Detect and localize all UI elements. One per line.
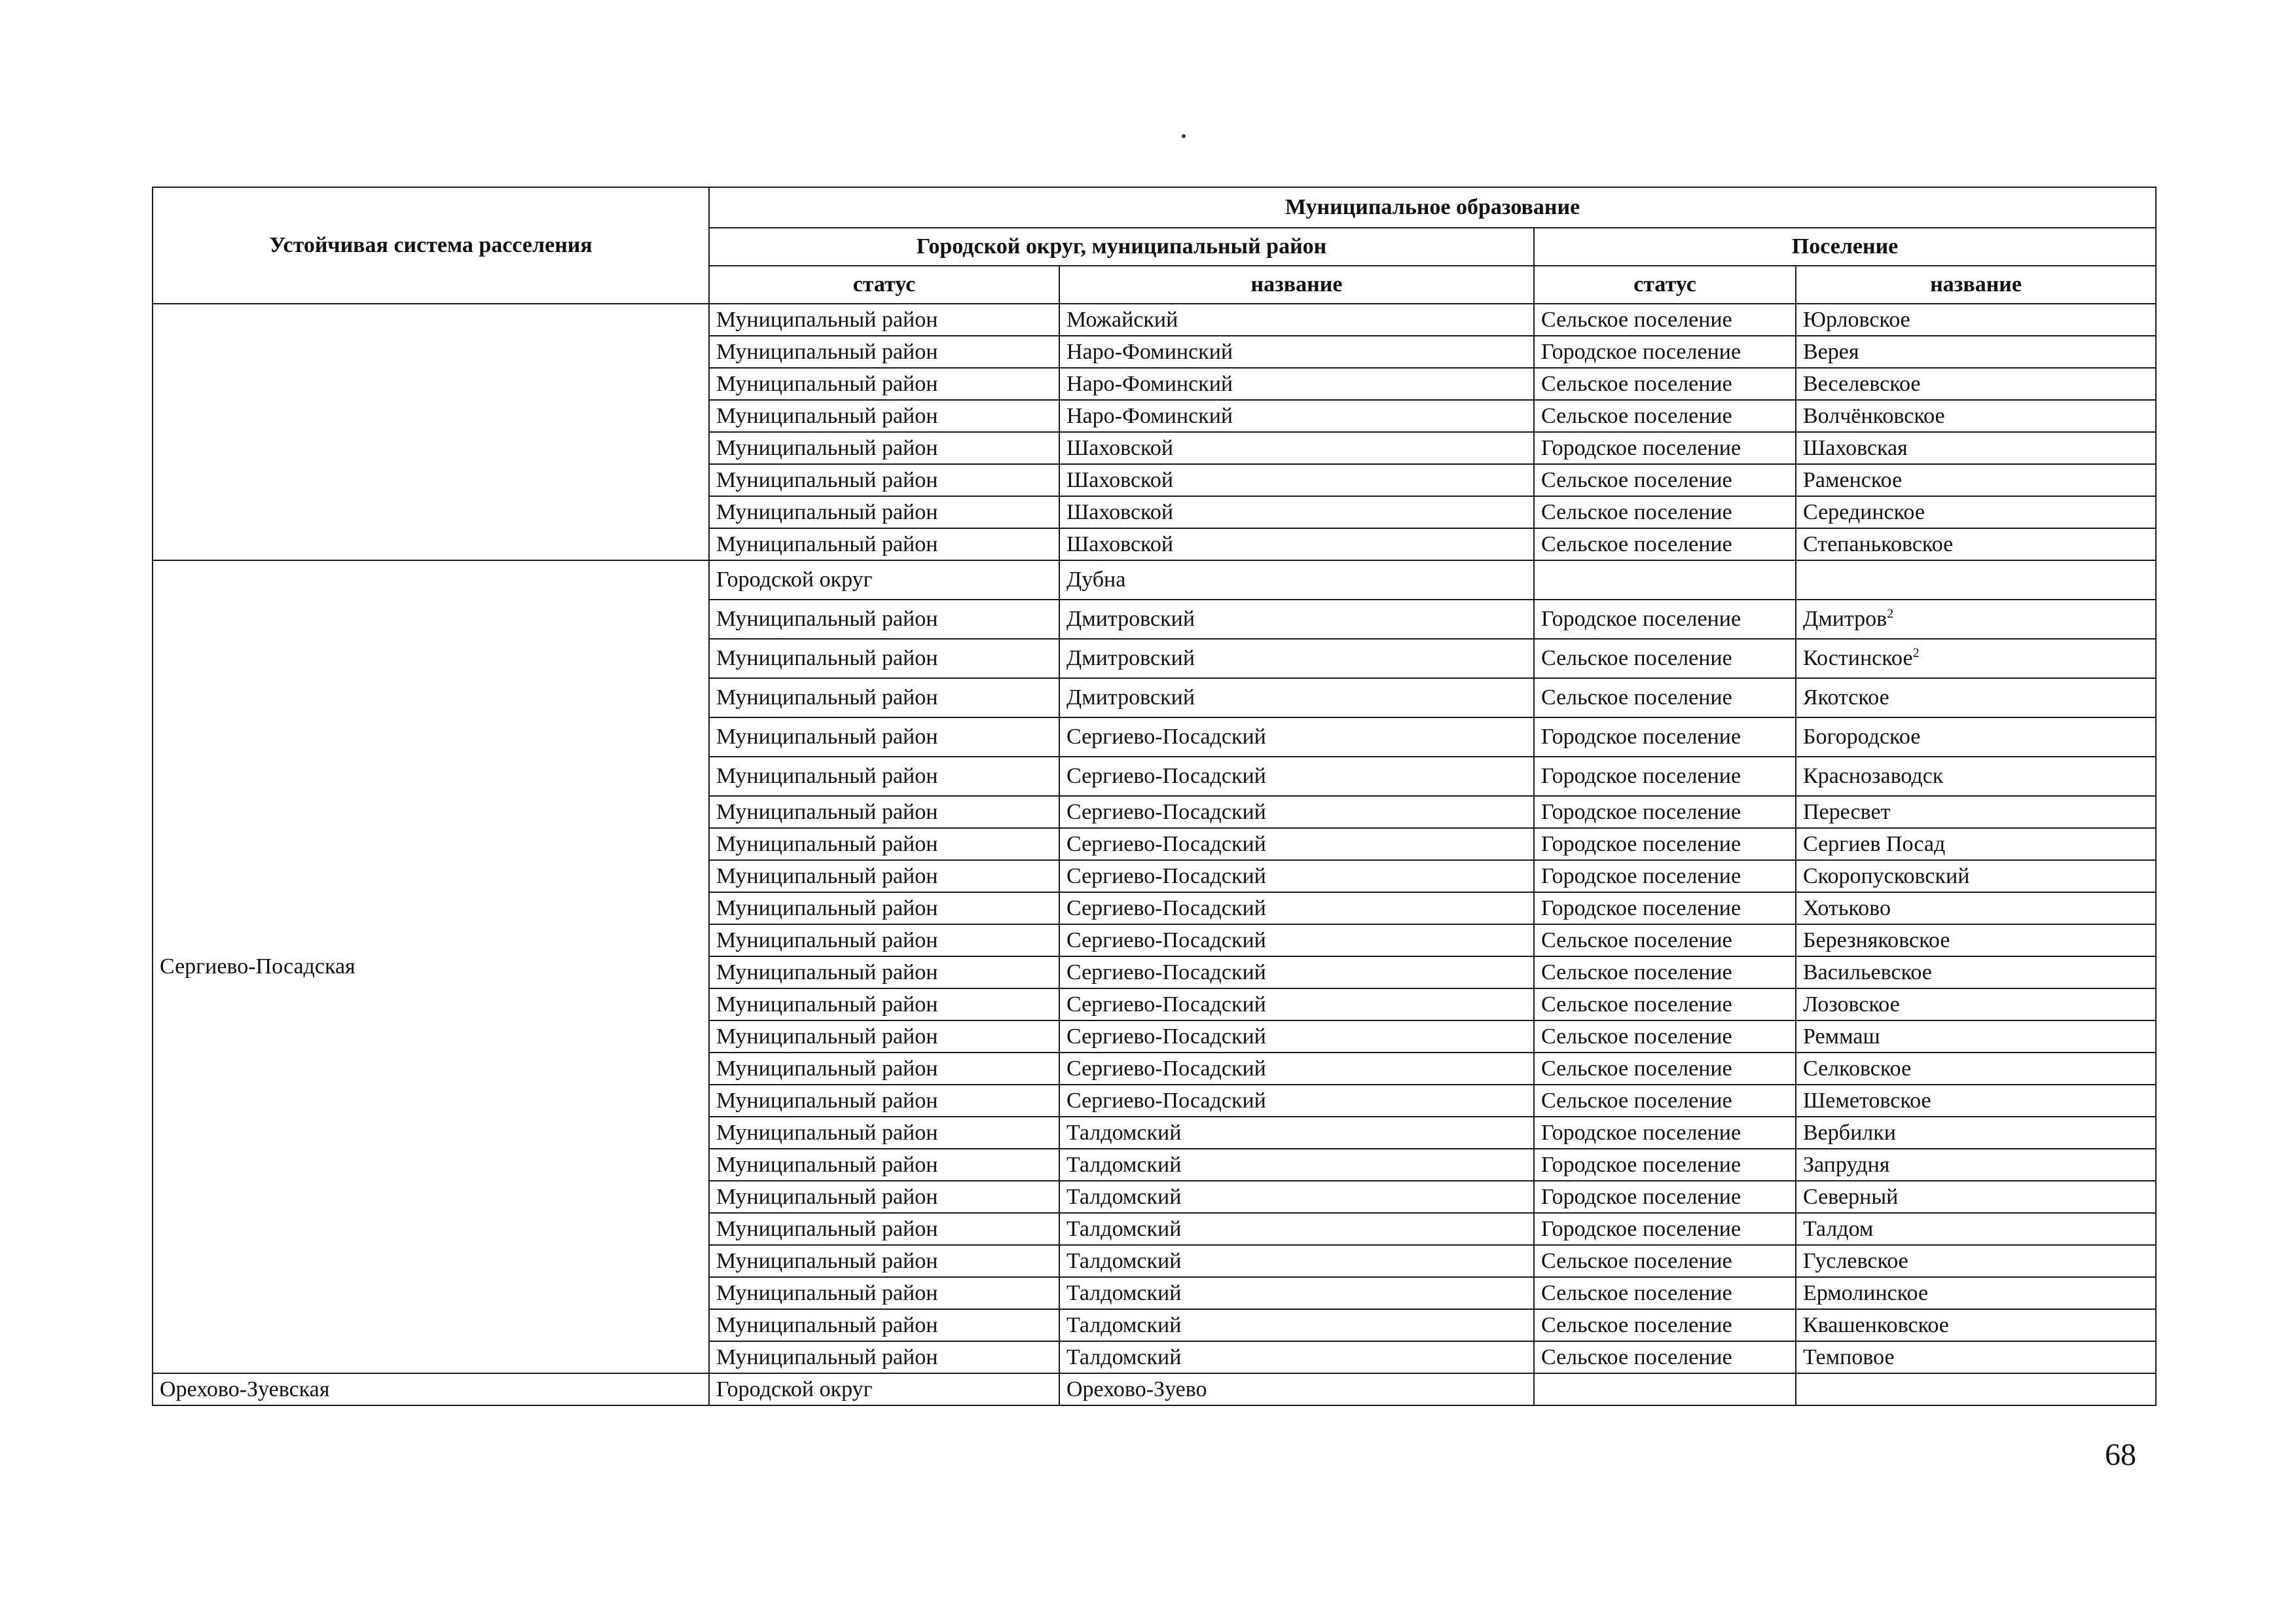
s-status-cell [1534,717,1796,757]
d-status-text: Муниципальный район [716,307,938,332]
s-status-text: Сельское поселение [1541,1056,1732,1081]
s-status-cell [1534,678,1796,717]
s-name-text: Квашенковское [1803,1312,1949,1337]
d-name-text: Сергиево-Посадский [1066,831,1266,856]
d-name-cell [1059,988,1534,1020]
d-name-cell [1059,956,1534,988]
s-name-text: Серединское [1803,499,1925,524]
footnote-mark: 2 [1887,606,1894,621]
d-name-cell [1059,678,1534,717]
d-status-text: Муниципальный район [716,1120,938,1145]
header-settlement-group: Поселение [1534,228,2156,266]
s-status-text: Городское поселение [1541,799,1741,824]
d-name-text: Сергиево-Посадский [1066,895,1266,920]
s-status-text: Сельское поселение [1541,646,1732,671]
s-name-text: Селковское [1803,1056,1912,1081]
s-name-cell [1796,1020,2156,1053]
d-name-text: Талдомский [1066,1248,1182,1273]
d-name-cell [1059,1309,1534,1341]
d-name-text: Шаховской [1066,435,1174,460]
d-status-cell [709,400,1059,432]
d-name-cell [1059,1181,1534,1213]
d-status-cell [709,1053,1059,1085]
s-name-text: Раменское [1803,467,1903,492]
s-name-text: Скоропусковский [1803,863,1970,888]
d-status-text: Муниципальный район [716,895,938,920]
s-status-text: Городское поселение [1541,435,1741,460]
d-name-cell [1059,600,1534,639]
s-status-text: Городское поселение [1541,831,1741,856]
s-status-cell [1534,924,1796,956]
s-status-cell [1534,600,1796,639]
s-status-cell [1534,528,1796,560]
d-status-cell [709,1373,1059,1405]
s-name-cell [1796,496,2156,528]
s-name-text: Костинское [1803,646,1913,671]
s-name-text: Якотское [1803,685,1889,710]
settlement-table [152,187,2157,1406]
d-status-text: Муниципальный район [716,1152,938,1177]
d-name-cell [1059,1245,1534,1277]
s-status-cell [1534,1373,1796,1405]
s-status-cell [1534,1245,1796,1277]
s-status-text: Сельское поселение [1541,371,1732,396]
d-name-text: Талдомский [1066,1152,1182,1177]
s-status-cell [1534,639,1796,678]
s-name-text: Шеметовское [1803,1088,1931,1113]
d-status-cell [709,432,1059,464]
s-name-text: Гуслевское [1803,1248,1908,1273]
header-municipal: Муниципальное образование [709,187,2156,228]
s-status-text: Сельское поселение [1541,992,1732,1017]
table-body [153,304,2156,1405]
d-status-cell [709,757,1059,796]
s-status-cell [1534,757,1796,796]
d-name-text: Дмитровский [1066,607,1195,632]
s-status-text: Сельское поселение [1541,499,1732,524]
d-name-text: Талдомский [1066,1120,1182,1145]
d-name-text: Сергиево-Посадский [1066,928,1266,952]
s-name-cell [1796,956,2156,988]
d-name-cell [1059,400,1534,432]
d-name-cell [1059,560,1534,600]
s-name-cell [1796,528,2156,560]
s-status-text: Сельское поселение [1541,1280,1732,1305]
s-name-text: Ермолинское [1803,1280,1929,1305]
d-status-cell [709,956,1059,988]
s-status-cell [1534,860,1796,892]
s-status-cell [1534,1341,1796,1373]
s-status-text: Городское поселение [1541,895,1741,920]
d-status-cell [709,860,1059,892]
s-name-cell [1796,304,2156,336]
s-status-cell [1534,1277,1796,1309]
d-status-text: Муниципальный район [716,1088,938,1113]
d-status-text: Муниципальный район [716,371,938,396]
s-status-text: Сельское поселение [1541,1344,1732,1369]
d-status-cell [709,528,1059,560]
s-status-text: Сельское поселение [1541,928,1732,952]
d-status-text: Муниципальный район [716,1024,938,1049]
d-status-text: Муниципальный район [716,799,938,824]
s-name-cell [1796,1149,2156,1181]
d-name-text: Талдомский [1066,1344,1182,1369]
d-status-text: Муниципальный район [716,831,938,856]
stray-dot [1182,134,1186,138]
d-status-cell [709,828,1059,860]
s-name-cell [1796,1373,2156,1405]
d-status-text: Городской округ [716,568,873,592]
d-status-cell [709,892,1059,924]
d-name-text: Сергиево-Посадский [1066,1056,1266,1081]
d-status-text: Муниципальный район [716,1184,938,1209]
d-name-cell [1059,464,1534,496]
d-name-text: Сергиево-Посадский [1066,960,1266,984]
s-name-text: Дмитров [1803,607,1887,632]
s-status-cell [1534,988,1796,1020]
s-name-text: Васильевское [1803,960,1932,984]
d-name-cell [1059,1373,1534,1405]
d-name-cell [1059,336,1534,368]
s-status-cell [1534,560,1796,600]
s-name-cell [1796,400,2156,432]
d-status-cell [709,304,1059,336]
d-status-cell [709,1117,1059,1149]
s-name-cell [1796,368,2156,400]
d-status-text: Муниципальный район [716,1056,938,1081]
d-name-text: Сергиево-Посадский [1066,799,1266,824]
s-status-text: Сельское поселение [1541,307,1732,332]
s-name-cell [1796,1213,2156,1245]
d-name-cell [1059,1020,1534,1053]
d-name-text: Сергиево-Посадский [1066,1088,1266,1113]
d-name-cell [1059,432,1534,464]
s-status-text: Сельское поселение [1541,467,1732,492]
s-name-cell [1796,464,2156,496]
s-status-cell [1534,1309,1796,1341]
s-status-text: Городское поселение [1541,725,1741,749]
s-name-cell [1796,600,2156,639]
s-status-cell [1534,1181,1796,1213]
footnote-mark: 2 [1912,645,1920,660]
d-status-text: Муниципальный район [716,499,938,524]
system-cell: Орехово-Зуевская [153,1373,709,1405]
s-status-text: Сельское поселение [1541,1024,1732,1049]
s-name-cell [1796,639,2156,678]
s-status-cell [1534,1053,1796,1085]
d-status-cell [709,924,1059,956]
d-status-text: Муниципальный район [716,928,938,952]
d-status-text: Муниципальный район [716,532,938,556]
d-status-cell [709,1341,1059,1373]
d-name-cell [1059,1085,1534,1117]
d-status-cell [709,678,1059,717]
d-status-text: Муниципальный район [716,403,938,428]
s-status-cell [1534,1213,1796,1245]
s-status-text: Сельское поселение [1541,685,1732,710]
s-name-cell [1796,860,2156,892]
s-status-text: Сельское поселение [1541,403,1732,428]
d-status-text: Муниципальный район [716,1248,938,1273]
s-status-text: Сельское поселение [1541,960,1732,984]
s-name-cell [1796,892,2156,924]
d-name-cell [1059,304,1534,336]
s-name-cell [1796,1309,2156,1341]
s-status-text: Городское поселение [1541,1184,1741,1209]
d-name-cell [1059,368,1534,400]
s-name-text: Талдом [1803,1216,1874,1241]
s-status-cell [1534,1149,1796,1181]
d-status-cell [709,1245,1059,1277]
d-name-cell [1059,639,1534,678]
s-name-cell [1796,1053,2156,1085]
d-status-cell [709,717,1059,757]
d-status-cell [709,336,1059,368]
d-status-text: Муниципальный район [716,725,938,749]
s-status-text: Сельское поселение [1541,1248,1732,1273]
d-name-cell [1059,1213,1534,1245]
d-status-text: Муниципальный район [716,863,938,888]
s-name-cell [1796,757,2156,796]
s-name-cell [1796,828,2156,860]
d-name-cell [1059,1341,1534,1373]
d-name-text: Шаховской [1066,532,1174,556]
d-name-text: Талдомский [1066,1184,1182,1209]
d-name-text: Сергиево-Посадский [1066,725,1266,749]
s-name-text: Пересвет [1803,799,1891,824]
d-status-text: Муниципальный район [716,1312,938,1337]
d-name-cell [1059,892,1534,924]
s-name-cell [1796,717,2156,757]
d-name-text: Дмитровский [1066,646,1195,671]
s-status-cell [1534,1020,1796,1053]
s-status-text: Сельское поселение [1541,532,1732,556]
table-row [153,1373,2156,1405]
s-status-cell [1534,400,1796,432]
d-status-cell [709,1213,1059,1245]
d-status-text: Муниципальный район [716,764,938,789]
s-name-cell [1796,796,2156,828]
d-name-text: Дубна [1066,568,1126,592]
s-name-text: Степаньковское [1803,532,1954,556]
s-name-text: Сергиев Посад [1803,831,1946,856]
s-status-text: Городское поселение [1541,1216,1741,1241]
d-status-text: Муниципальный район [716,1216,938,1241]
d-name-text: Можайский [1066,307,1178,332]
d-status-cell [709,1085,1059,1117]
d-status-text: Муниципальный район [716,646,938,671]
table-row [153,304,2156,336]
d-name-text: Талдомский [1066,1216,1182,1241]
s-status-cell [1534,496,1796,528]
page-number: 68 [2105,1437,2136,1472]
d-status-cell [709,464,1059,496]
s-name-text: Хотьково [1803,895,1891,920]
header-district-name: название [1059,266,1534,304]
table-row [153,560,2156,600]
s-status-cell [1534,336,1796,368]
d-name-text: Наро-Фоминский [1066,339,1233,364]
s-name-cell [1796,1277,2156,1309]
s-name-text: Богородское [1803,725,1921,749]
s-name-text: Вербилки [1803,1120,1896,1145]
d-status-cell [709,639,1059,678]
s-name-cell [1796,432,2156,464]
header-settlement-status: статус [1534,266,1796,304]
s-name-cell [1796,678,2156,717]
d-status-text: Муниципальный район [716,960,938,984]
d-name-text: Сергиево-Посадский [1066,863,1266,888]
d-name-text: Шаховской [1066,499,1174,524]
d-status-cell [709,796,1059,828]
d-name-text: Сергиево-Посадский [1066,764,1266,789]
s-name-cell [1796,336,2156,368]
s-name-cell [1796,988,2156,1020]
s-name-text: Веселевское [1803,371,1921,396]
s-name-text: Реммаш [1803,1024,1880,1049]
s-name-text: Шаховская [1803,435,1908,460]
d-name-text: Талдомский [1066,1312,1182,1337]
d-name-cell [1059,924,1534,956]
d-status-cell [709,496,1059,528]
d-status-text: Муниципальный район [716,339,938,364]
d-name-cell [1059,828,1534,860]
d-status-cell [709,1020,1059,1053]
s-name-text: Лозовское [1803,992,1900,1017]
s-name-cell [1796,1341,2156,1373]
d-status-cell [709,1309,1059,1341]
d-name-cell [1059,1277,1534,1309]
s-name-cell [1796,1117,2156,1149]
d-name-text: Дмитровский [1066,685,1195,710]
s-name-text: Северный [1803,1184,1899,1209]
d-name-cell [1059,757,1534,796]
s-name-text: Юрловское [1803,307,1910,332]
d-status-cell [709,988,1059,1020]
d-status-cell [709,560,1059,600]
s-status-cell [1534,304,1796,336]
s-status-text: Городское поселение [1541,607,1741,632]
s-status-cell [1534,796,1796,828]
s-name-cell [1796,1181,2156,1213]
d-name-text: Сергиево-Посадский [1066,1024,1266,1049]
s-name-cell [1796,1245,2156,1277]
s-name-text: Темповое [1803,1344,1895,1369]
d-status-text: Муниципальный район [716,467,938,492]
s-name-text: Волчёнковское [1803,403,1945,428]
s-status-cell [1534,892,1796,924]
d-name-text: Наро-Фоминский [1066,371,1233,396]
s-name-text: Краснозаводск [1803,764,1944,789]
header-system: Устойчивая система расселения [153,187,709,304]
s-name-text: Запрудня [1803,1152,1890,1177]
d-status-cell [709,1149,1059,1181]
d-status-text: Муниципальный район [716,992,938,1017]
d-name-cell [1059,496,1534,528]
s-status-text: Городское поселение [1541,764,1741,789]
s-status-text: Городское поселение [1541,339,1741,364]
d-status-text: Муниципальный район [716,1344,938,1369]
d-name-cell [1059,860,1534,892]
s-status-cell [1534,1117,1796,1149]
s-status-cell [1534,464,1796,496]
system-cell [153,304,709,560]
d-status-cell [709,1181,1059,1213]
d-name-cell [1059,717,1534,757]
s-status-cell [1534,1085,1796,1117]
d-status-text: Муниципальный район [716,685,938,710]
d-status-text: Муниципальный район [716,1280,938,1305]
s-status-text: Сельское поселение [1541,1088,1732,1113]
d-status-cell [709,368,1059,400]
d-name-text: Наро-Фоминский [1066,403,1233,428]
s-status-cell [1534,956,1796,988]
s-name-cell [1796,924,2156,956]
d-status-text: Муниципальный район [716,607,938,632]
d-name-text: Орехово-Зуево [1066,1377,1207,1401]
d-status-text: Городской округ [716,1377,873,1401]
d-name-cell [1059,528,1534,560]
header-district-status: статус [709,266,1059,304]
s-name-cell [1796,560,2156,600]
s-status-cell [1534,432,1796,464]
d-name-cell [1059,796,1534,828]
system-cell: Сергиево-Посадская [153,560,709,1373]
d-status-text: Муниципальный район [716,435,938,460]
s-status-text: Сельское поселение [1541,1312,1732,1337]
d-status-cell [709,600,1059,639]
s-name-text: Верея [1803,339,1859,364]
s-status-text: Городское поселение [1541,863,1741,888]
d-name-text: Шаховской [1066,467,1174,492]
d-name-text: Сергиево-Посадский [1066,992,1266,1017]
s-name-cell [1796,1085,2156,1117]
s-name-text: Березняковское [1803,928,1950,952]
s-status-text: Городское поселение [1541,1120,1741,1145]
d-name-text: Талдомский [1066,1280,1182,1305]
d-name-cell [1059,1117,1534,1149]
d-status-cell [709,1277,1059,1309]
header-district-group: Городской округ, муниципальный район [709,228,1534,266]
d-name-cell [1059,1053,1534,1085]
d-name-cell [1059,1149,1534,1181]
s-status-text: Городское поселение [1541,1152,1741,1177]
s-status-cell [1534,368,1796,400]
header-settlement-name: название [1796,266,2156,304]
s-status-cell [1534,828,1796,860]
